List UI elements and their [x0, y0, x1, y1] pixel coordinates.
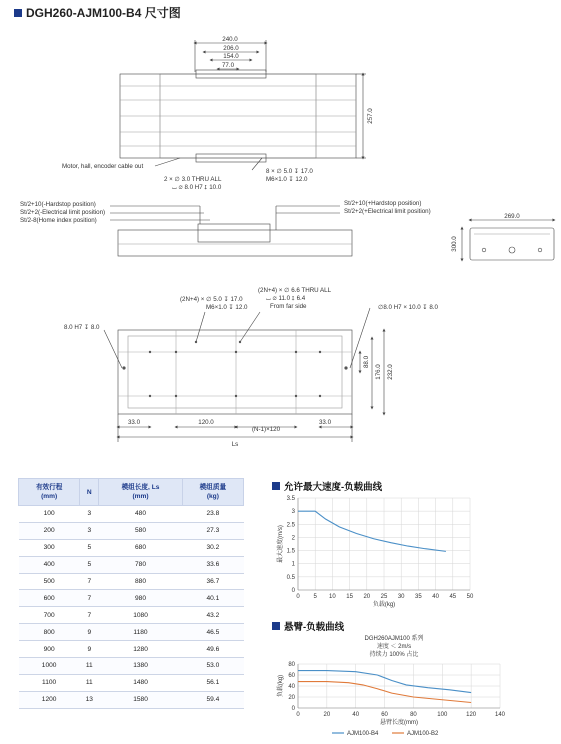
dim-88: 88.0	[363, 355, 370, 369]
table-row	[19, 624, 244, 641]
table-cell: 7	[80, 573, 99, 590]
dim-154: 154.0	[223, 53, 239, 60]
cantilever-chart-title	[272, 619, 344, 633]
table-cell: 1480	[99, 674, 182, 691]
x-tick-label: 20	[323, 712, 331, 718]
x-tick-label: 120	[466, 712, 477, 718]
hole-note-left-1: 2 × ∅ 3.0 THRU ALL	[164, 176, 222, 183]
hole-note-right-1: 8 × ∅ 5.0 ↧ 17.0	[266, 168, 313, 175]
table-cell: 600	[19, 590, 80, 607]
table-cell: 27.3	[182, 522, 243, 539]
table-cell: 580	[99, 522, 182, 539]
table-cell: 700	[19, 607, 80, 624]
bottom-note-b2: M6×1.0 ↧ 12.0	[206, 304, 248, 311]
x-axis-label: 负载(kg)	[372, 602, 396, 608]
y-tick-label: 0	[291, 706, 295, 712]
table-cell: 1000	[19, 658, 80, 675]
table-cell: 7	[80, 590, 99, 607]
dim-232: 232.0	[387, 364, 394, 380]
y-tick-label: 0.5	[286, 574, 295, 581]
side-note-left-3: St/2-8(Home index position)	[20, 217, 97, 224]
end-height-dim: 300.0	[451, 236, 458, 252]
dim-33-right: 33.0	[318, 419, 332, 426]
x-tick-label: 10	[329, 594, 336, 600]
table-row	[19, 556, 244, 573]
x-tick-label: 60	[381, 712, 388, 718]
dim-77: 77.0	[221, 62, 235, 69]
page-title-text: DGH260-AJM100-B4 尺寸图	[26, 6, 181, 20]
spec-table	[18, 478, 244, 709]
table-cell: 13	[80, 691, 99, 708]
side-note-left-2: St/2+2(-Electrical limit position)	[20, 209, 106, 216]
table-cell: 680	[99, 539, 182, 556]
chart-title-marker-icon	[272, 622, 280, 630]
table-cell: 1180	[99, 624, 182, 641]
speed-chart-title	[272, 479, 382, 493]
table-cell: 36.7	[182, 573, 243, 590]
table-cell: 9	[80, 641, 99, 658]
header-stroke: 有效行程 (mm)	[19, 479, 80, 506]
legend-label: AJM100-B4	[347, 731, 379, 737]
table-cell: 100	[19, 506, 80, 523]
table-cell: 5	[80, 556, 99, 573]
table-row	[19, 658, 244, 675]
end-width-dim: 269.0	[504, 213, 520, 220]
spec-table-header	[19, 479, 244, 506]
table-cell: 43.2	[182, 607, 243, 624]
x-tick-label: 0	[296, 594, 300, 600]
table-cell: 880	[99, 573, 182, 590]
y-tick-label: 20	[288, 695, 295, 701]
chart-subtitle-line: DGH260AJM100 系列	[364, 636, 424, 642]
spec-table-body	[19, 506, 244, 709]
table-cell: 56.1	[182, 674, 243, 691]
table-cell: 7	[80, 607, 99, 624]
table-cell: 11	[80, 658, 99, 675]
legend-label: AJM100-B2	[407, 731, 439, 737]
chart-title-marker-icon	[272, 482, 280, 490]
cantilever-load-chart	[272, 632, 542, 744]
table-cell: 11	[80, 674, 99, 691]
table-cell: 500	[19, 573, 80, 590]
table-cell: 9	[80, 624, 99, 641]
table-row	[19, 522, 244, 539]
y-tick-label: 1	[291, 561, 295, 568]
dim-206: 206.0	[223, 45, 239, 52]
hole-note-right-2: M6×1.0 ↧ 12.0	[266, 176, 308, 183]
x-tick-label: 45	[449, 594, 457, 600]
dim-257: 257.0	[367, 108, 374, 124]
dim-33-left: 33.0	[127, 419, 141, 426]
table-cell: 980	[99, 590, 182, 607]
x-tick-label: 5	[313, 594, 317, 600]
y-tick-label: 3	[291, 509, 295, 516]
x-tick-label: 40	[352, 712, 360, 718]
dim-ls: Ls	[231, 441, 239, 448]
dim-240: 240.0	[222, 36, 238, 43]
table-cell: 30.2	[182, 539, 243, 556]
table-cell: 780	[99, 556, 182, 573]
table-cell: 200	[19, 522, 80, 539]
y-tick-label: 2.5	[286, 522, 295, 529]
table-row	[19, 506, 244, 523]
bottom-note-b1: (2N+4) × ∅ 5.0 ↧ 17.0	[180, 296, 243, 303]
cantilever-chart-title-text: 悬臂-负载曲线	[284, 622, 345, 633]
side-note-right-2: St/2+2(+Electrical limit position)	[344, 208, 431, 215]
header-n: N	[80, 479, 99, 506]
bottom-note-a2: ⌴ ∅ 11.0 ↧ 6.4	[266, 295, 306, 302]
chart-subtitle-line: 速度 ＜ 2m/s	[376, 644, 412, 650]
speed-chart-title-text: 允许最大速度-负载曲线	[284, 482, 383, 493]
x-axis-label: 悬臂长度(mm)	[380, 720, 418, 726]
y-tick-label: 2	[291, 535, 295, 542]
dim-176: 176.0	[375, 364, 382, 380]
y-tick-label: 0	[291, 588, 295, 594]
table-cell: 3	[80, 522, 99, 539]
y-tick-label: 1.5	[286, 548, 295, 555]
table-cell: 49.6	[182, 641, 243, 658]
table-cell: 33.6	[182, 556, 243, 573]
table-row	[19, 641, 244, 658]
speed-load-chart	[272, 492, 522, 612]
table-cell: 1380	[99, 658, 182, 675]
x-tick-label: 30	[397, 594, 405, 600]
x-tick-label: 20	[363, 594, 371, 600]
table-cell: 800	[19, 624, 80, 641]
table-cell: 480	[99, 506, 182, 523]
side-note-right-1: St/2+10(+Hardstop position)	[344, 200, 422, 207]
x-tick-label: 25	[380, 594, 388, 600]
table-row	[19, 691, 244, 708]
table-cell: 1580	[99, 691, 182, 708]
y-tick-label: 80	[288, 662, 295, 668]
table-cell: 59.4	[182, 691, 243, 708]
table-row	[19, 607, 244, 624]
y-axis-label: 最大速度(m/s)	[278, 525, 284, 563]
table-cell: 1200	[19, 691, 80, 708]
table-cell: 3	[80, 506, 99, 523]
x-tick-label: 35	[415, 594, 422, 600]
cable-note: Motor, hall, encoder cable out	[62, 163, 144, 170]
dim-120: 120.0	[198, 419, 214, 426]
x-tick-label: 140	[494, 712, 506, 718]
x-tick-label: 40	[432, 594, 439, 600]
y-tick-label: 3.5	[286, 496, 295, 502]
table-cell: 53.0	[182, 658, 243, 675]
x-tick-label: 0	[296, 712, 300, 718]
table-row	[19, 539, 244, 556]
y-tick-label: 40	[288, 684, 295, 690]
table-cell: 40.1	[182, 590, 243, 607]
bottom-note-a3: From far side	[270, 303, 307, 310]
chart-subtitle-line: 持续力 100% 占比	[369, 652, 419, 658]
table-cell: 23.8	[182, 506, 243, 523]
table-cell: 300	[19, 539, 80, 556]
y-tick-label: 60	[288, 673, 295, 679]
x-tick-label: 100	[437, 712, 448, 718]
table-cell: 5	[80, 539, 99, 556]
table-cell: 900	[19, 641, 80, 658]
table-cell: 400	[19, 556, 80, 573]
table-cell: 1100	[19, 674, 80, 691]
header-mass: 模组质量 (kg)	[182, 479, 243, 506]
x-tick-label: 50	[466, 594, 474, 600]
bottom-note-a1: (2N+4) × ∅ 6.6 THRU ALL	[258, 287, 332, 294]
table-cell: 1080	[99, 607, 182, 624]
table-row	[19, 590, 244, 607]
table-row	[19, 674, 244, 691]
table-cell: 1280	[99, 641, 182, 658]
series-line	[298, 511, 446, 551]
side-note-left-1: St/2+10(-Hardstop position)	[20, 201, 96, 208]
header-length: 模组长度, Ls (mm)	[99, 479, 182, 506]
y-axis-label: 负载(kg)	[278, 674, 284, 698]
x-tick-label: 15	[346, 594, 353, 600]
hole-note-left-2: ⌴ ∅ 8.0 H7 ↧ 10.0	[172, 184, 222, 191]
x-tick-label: 80	[410, 712, 417, 718]
bottom-note-c: ∅8.0 H7 × 10.0 ↧ 8.0	[378, 304, 438, 311]
bottom-note-d: 8.0 H7 ↧ 8.0	[64, 324, 100, 331]
table-cell: 46.5	[182, 624, 243, 641]
dim-n-minus-1: (N-1)×120	[251, 426, 281, 433]
table-row	[19, 573, 244, 590]
